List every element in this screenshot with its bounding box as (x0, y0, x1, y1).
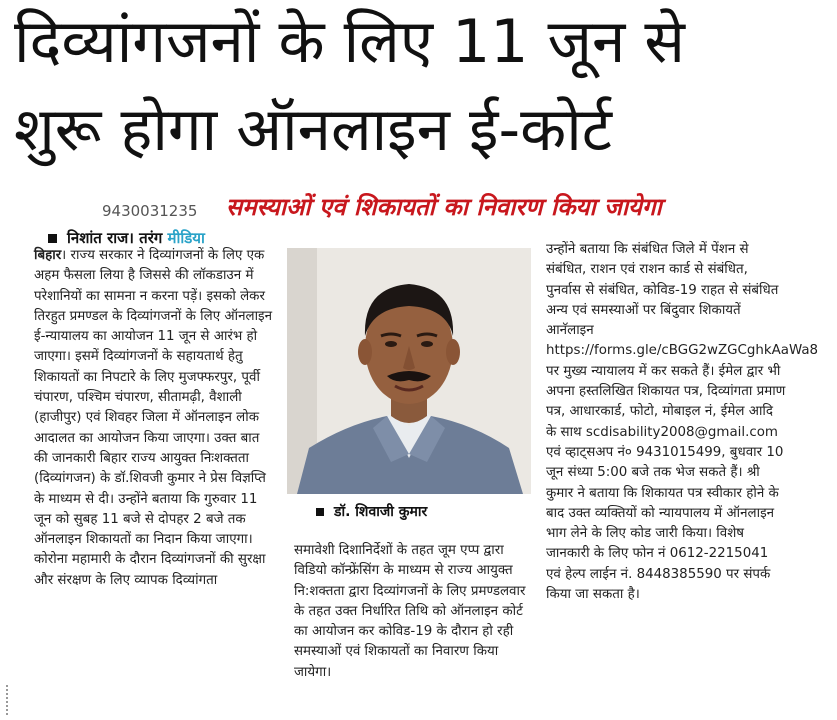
byline (48, 228, 205, 248)
phone-number: 9430031235 (102, 202, 198, 220)
bullet-icon (48, 234, 57, 243)
column-1-text: । राज्य सरकार ने दिव्यांगजनों के लिए एक अहम फैसला लिया है जिससे की लॉकडाउन में परेशानियों का सामना न करना पड़ें। इसको लेकर तिरहुत प्रमण्डल के दिव्यांगजनों के लिए ऑनलाइन ई-न्यायालय का आयोजन 11 जून से आरंभ हो जाएगा। इसमें दिव्यांगजनों के सहायतार्थ हेतु शिकायतों का निपटारे के लिए मुजफ्फरपुर, पूर्वी चंपारण, पश्चिम चंपारण, सीतामढ़ी, वैशाली (हाजीपुर) एवं शिवहर जिला में ऑनलाइन लोक आदालत का आयोजन किया जाएगा। उक्त बात की जानकारी बिहार राज्य आयुक्त निःशक्तता (दिव्यांगजन) के डॉ.शिवजी कुमार ने प्रेस विज्ञप्ति के माध्यम से दी। उन्होंने बताया कि गुरुवार 11 जून को सुबह 11 बजे से दोपहर 2 बजे तक ऑनलाइन शिकायतों का निदान किया जाएगा। कोरोना महामारी के दौरान दिव्यांगजनों की सुरक्षा और संरक्षण के लिए व्यापक दिव्यांगता (34, 248, 273, 588)
subheadline: समस्याओं एवं शिकायतों का निवारण किया जायेगा (226, 193, 662, 221)
caption-text: डॉ. शिवाजी कुमार (334, 504, 428, 520)
article-column-3 (546, 240, 819, 605)
byline-author: निशांत राज। (67, 229, 134, 247)
column-rule (6, 685, 10, 715)
column-3-text: उन्होंने बताया कि संबंधित जिले में पेंशन से संबंधित, राशन एवं राशन कार्ड से संबंधित, पुनर्वास से संबंधित, कोविड-19 राहत से संबंधित अन्य एवं समस्याओं पर बिंदुवार शिकायतें आनॅलाइन https://forms.gle/cBGG2wZGCghkAaWa8 पर मुख्य न्यायालय में कर सकते हैं। ईमेल द्वार भी अपना हस्तलिखित शिकायत पत्र, दिव्यांगता प्रमाण पत्र, आधारकार्ड, फोटो, मोबाइल नं, ईमेल आदि के साथ scdisability2008@gmail.com एवं व्हाट्सअप नं० 9431015499, बुधवार 10 जून संध्या 5:00 बजे तक भेज सकते हैं। श्री कुमार ने बताया कि शिकायत पत्र स्वीकार होने के बाद उक्त व्यक्तियों को न्यायपालय में ऑनलाइन भाग लेने के लिए कोड जारी किया। विशेष जानकारी के लिए फोन नं 0612-2215041 एवं हेल्प लाईन नं. 8448385590 पर संपर्क किया जा सकता है। (546, 242, 819, 603)
dateline-place: बिहार (34, 248, 62, 263)
column-2-text: समावेशी दिशानिर्देशों के तहत जूम एप्प द्वारा विडियो कॉन्फ्रेंसिंग के माध्यम से राज्य आयुक्त नि:शक्तता द्वारा दिव्यांगजनों के लिए प्रमण्डलवार के तहत उक्त निर्धारित तिथि को ऑनलाइन कोर्ट का आयोजन कर कोविड-19 के दौरान हो रही समस्याओं एवं शिकायतों का निवारण किया जायेगा। (294, 543, 526, 680)
byline-brand-suffix: मीडिया (167, 229, 205, 247)
portrait-photo (287, 248, 531, 494)
article-column-1 (34, 246, 274, 591)
headline-line-2: शुरू होगा ऑनलाइन ई-कोर्ट (14, 95, 612, 165)
byline-brand-prefix: तरंग (139, 229, 168, 247)
bullet-icon (316, 508, 324, 516)
article-column-2 (294, 541, 530, 683)
photo-caption (316, 502, 427, 521)
headline-line-1: दिव्यांगजनों के लिए 11 जून से (14, 7, 685, 77)
